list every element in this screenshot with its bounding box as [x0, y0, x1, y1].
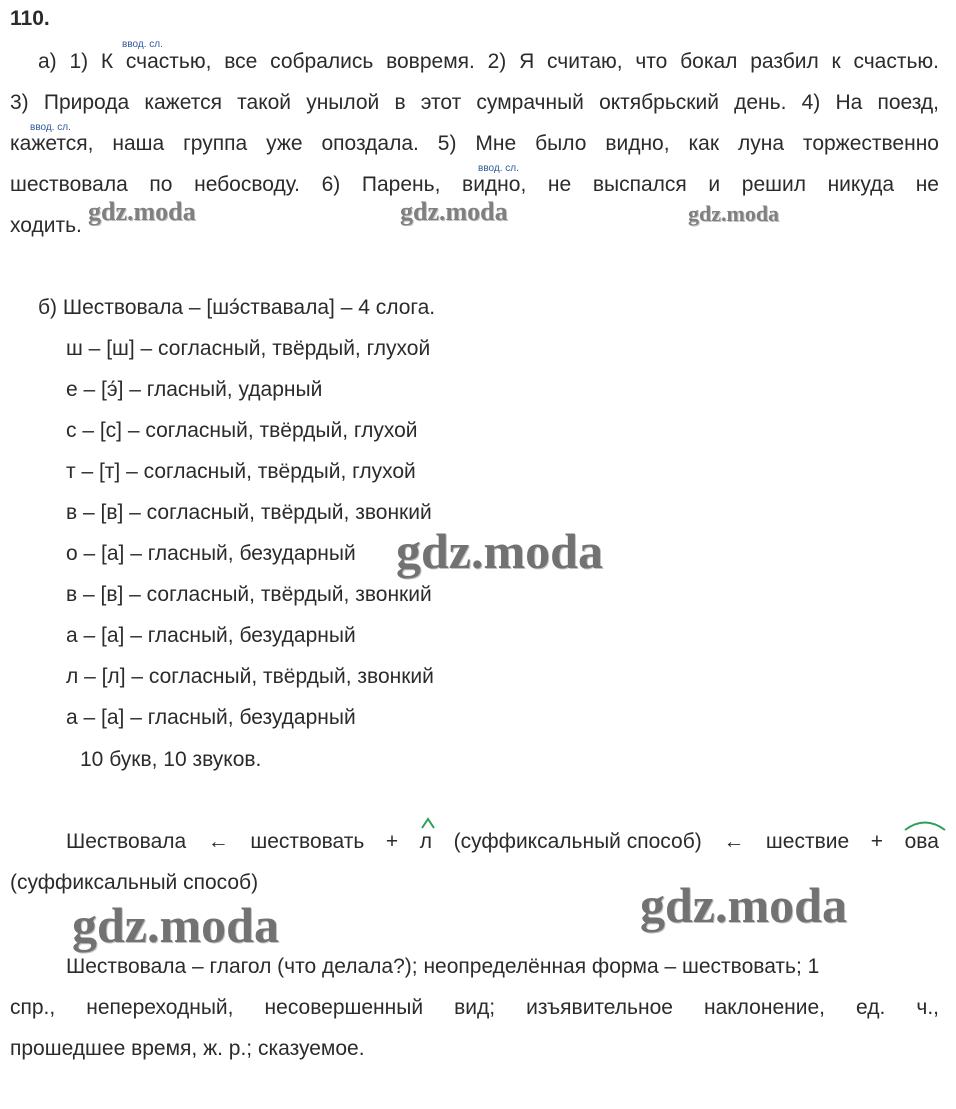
morphology-line-1 — [66, 954, 939, 980]
phonetic-line: с – [с] – согласный, твёрдый, глухой — [66, 419, 418, 442]
suffix-mark-icon — [421, 817, 435, 829]
phonetic-line: в – [в] – согласный, твёрдый, звонкий — [66, 501, 432, 524]
phonetic-line: о – [а] – гласный, безударный — [66, 542, 356, 565]
phonetic-line: е – [э́] – гласный, ударный — [66, 378, 323, 401]
task-number: 110. — [10, 7, 50, 30]
intro-word-note: ввод. сл. — [30, 122, 71, 133]
summary: 10 букв, 10 звуков. — [80, 748, 262, 771]
suffix-l: л — [420, 829, 432, 855]
morphology-line-2: спр., непереходный, несовершенный вид; изъявительное наклонение, ед. ч., — [10, 996, 939, 1019]
part-a-line-3: кажется, наша группа уже опоздала. 5) Мне было видно, как луна торжественно — [10, 132, 939, 155]
watermark: gdz.moda — [72, 897, 279, 953]
watermark: gdz.moda — [688, 201, 780, 226]
word-shestvie: шествие — [765, 830, 850, 853]
method-2: (суффиксальный способ) — [10, 871, 259, 894]
arrow: ← — [207, 830, 229, 853]
method-1: (суффиксальный способ) — [453, 830, 702, 853]
intro-word-note: ввод. сл. — [122, 39, 163, 50]
suffix-ova: ова — [905, 829, 939, 855]
morph-word: Шествовала — [66, 955, 187, 978]
phonetic-line: л – [л] – согласный, твёрдый, звонкий — [66, 665, 434, 688]
part-a-line-4: шествовала по небосводу. 6) Парень, видно, не выспался и решил никуда не — [10, 173, 939, 196]
suffix-mark-icon — [904, 819, 946, 831]
morphology-line-3: прошедшее время, ж. р.; сказуемое. — [10, 1037, 365, 1060]
plus: + — [385, 830, 399, 853]
part-b-header: б) Шествовала – [шэ́ствавала] – 4 слога. — [38, 296, 436, 319]
part-a-line-5: ходить. — [10, 214, 82, 237]
phonetic-line: а – [а] – гласный, безударный — [66, 706, 356, 729]
derivation-line — [66, 829, 939, 855]
morph-rest: – глагол (что делала?); неопределённая форма – шествовать; 1 — [192, 955, 820, 978]
intro-word-note: ввод. сл. — [478, 163, 519, 174]
watermark: gdz.moda — [88, 197, 196, 226]
phonetic-line: т – [т] – согласный, твёрдый, глухой — [66, 460, 416, 483]
watermark: gdz.moda — [396, 523, 603, 579]
phonetic-line: а – [а] – гласный, безударный — [66, 624, 356, 647]
watermark: gdz.moda — [400, 197, 508, 226]
phonetic-line: ш – [ш] – согласный, твёрдый, глухой — [66, 337, 431, 360]
word-shestvovala: Шествовала — [66, 830, 187, 853]
part-a-line-2: 3) Природа кажется такой унылой в этот сумрачный октябрьский день. 4) На поезд, — [10, 91, 939, 114]
plus: + — [870, 830, 883, 853]
phonetic-line: в – [в] – согласный, твёрдый, звонкий — [66, 583, 432, 606]
arrow: ← — [723, 830, 745, 853]
watermark: gdz.moda — [640, 877, 847, 933]
part-a-line-1: а) 1) К счастью, все собрались вовремя. 2) Я считаю, что бокал разбил к счастью. — [38, 50, 939, 73]
word-shestvovat: шествовать — [250, 830, 365, 853]
